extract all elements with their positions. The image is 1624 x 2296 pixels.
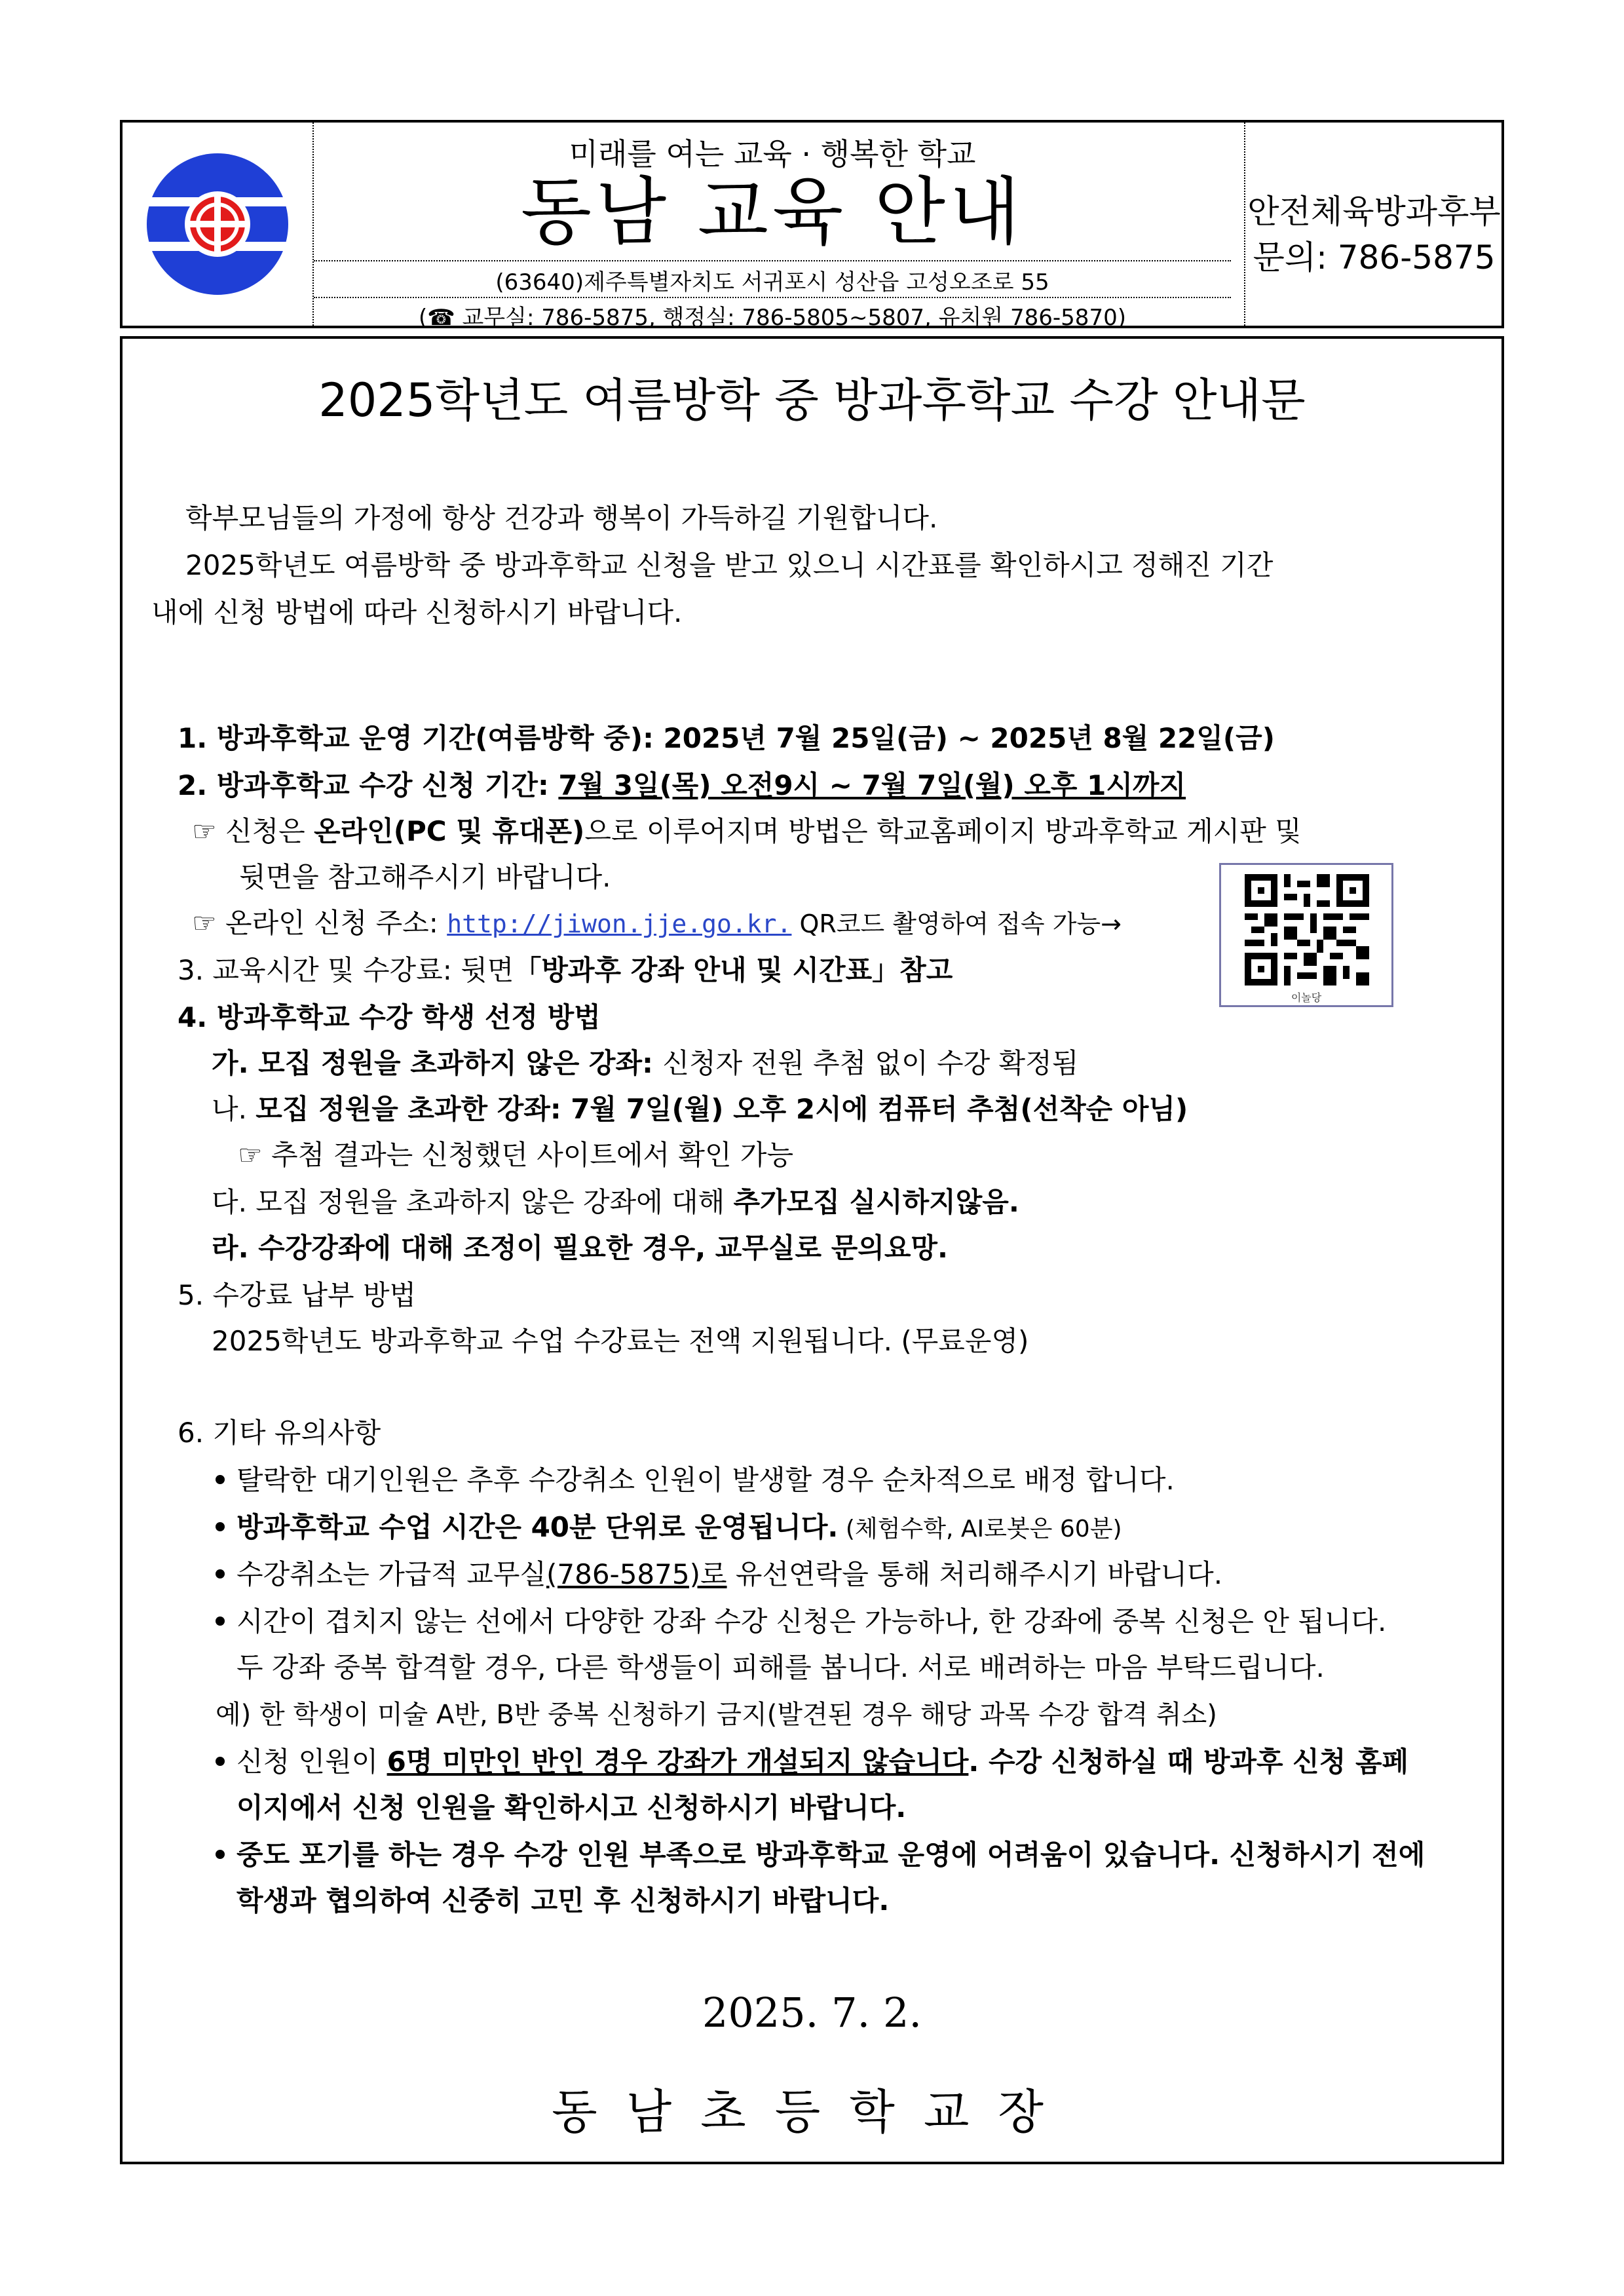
note-bullet-cont: 학생과 협의하여 신중히 고민 후 신청하시기 바랍니다. (236, 1885, 890, 1917)
note-emphasis: . 수강 신청하실 때 방과후 신청 홈페 (968, 1746, 1409, 1778)
bullet-icon (216, 1522, 225, 1531)
school-phones: (☎ 교무실: 786-5875, 행정실: 786-5805~5807, 유치원 786-5870) (419, 305, 1126, 331)
selection-a (212, 1044, 1078, 1083)
school-emblem-icon (142, 149, 293, 299)
note-bullet (216, 1508, 1122, 1549)
item-application-period (178, 766, 1186, 805)
bullet-icon (216, 1617, 225, 1626)
item-label: 2. 방과후학교 수강 신청 기간: (178, 769, 559, 801)
letterhead (120, 120, 1504, 331)
notice-date: 2025. 7. 2. (702, 1989, 922, 2037)
letterhead-center (314, 123, 1231, 331)
item-selection-method: 4. 방과후학교 수강 학생 선정 방법 (178, 1001, 601, 1033)
note-text: ☞ 신청은 (192, 815, 314, 847)
item-operation-period: 1. 방과후학교 운영 기간(여름방학 중): 2025년 7월 25일(금) ~ 2025년 8월 22일(금) (178, 722, 1275, 754)
item-text: 다. 모집 정원을 초과하지 않은 강좌에 대해 (212, 1186, 734, 1218)
divider (314, 260, 1231, 261)
note-text: 수강취소는 가급적 교무실 (236, 1558, 546, 1590)
principal-signature: 동남초등학교장 (552, 2084, 1072, 2139)
item-label: 나. (212, 1093, 256, 1125)
item-fee-schedule (178, 951, 953, 990)
note-emphasis: (786-5875)로 (546, 1558, 727, 1590)
department-cell (1244, 123, 1503, 326)
qr-code-icon (1245, 874, 1369, 985)
item-text: 신청자 전원 추첨 없이 수강 확정됨 (662, 1047, 1079, 1079)
letterhead-title: 동남 교육 안내 (520, 170, 1025, 255)
inquiry-phone: 문의: 786-5875 (1253, 239, 1496, 277)
note-example: 예) 한 학생이 미술 A반, B반 중복 신청하기 금지(발견된 경우 해당 과목 수강 합격 취소) (216, 1700, 1217, 1730)
note-bullet (216, 1742, 1408, 1782)
department-name: 안전체육방과후부 (1247, 193, 1501, 231)
payment-text: 2025학년도 방과후학교 수업 수강료는 전액 지원됩니다. (무료운영) (212, 1325, 1029, 1357)
selection-c (212, 1183, 1019, 1222)
note-text: 으로 이루어지며 방법은 학교홈페이지 방과후학교 게시판 및 (584, 815, 1302, 847)
note-online (192, 812, 1302, 851)
note-text: (체험수학, AI로봇은 60분) (838, 1516, 1122, 1542)
note-text: QR코드 촬영하여 접속 가능→ (791, 909, 1122, 938)
note-text: 유선연락을 통해 처리해주시기 바랍니다. (727, 1558, 1223, 1590)
note-bullet-cont: 이지에서 신청 인원을 확인하시고 신청하시기 바랍니다. (236, 1791, 907, 1824)
intro-line: 내에 신청 방법에 따라 신청하시기 바랍니다. (151, 596, 683, 628)
note-text: 시간이 겹치지 않는 선에서 다양한 강좌 수강 신청은 가능하나, 한 강좌에 중복 신청은 안 됩니다. (236, 1605, 1387, 1637)
notice-title: 2025학년도 여름방학 중 방과후학교 수강 안내문 (318, 373, 1306, 427)
note-emphasis: 6명 미만인 반인 경우 강좌가 개설되지 않습니다 (387, 1746, 969, 1778)
selection-b-note: ☞ 추첨 결과는 신청했던 사이트에서 확인 가능 (238, 1139, 794, 1171)
item-emphasis: 모집 정원을 초과한 강좌: 7월 7일(월) 오후 2시에 컴퓨터 추첨(선착순 아님) (255, 1093, 1188, 1125)
note-text: 신청 인원이 (236, 1746, 387, 1778)
qr-code (1219, 863, 1393, 1007)
item-emphasis: 가. 모집 정원을 초과하지 않은 강좌: (212, 1047, 663, 1079)
note-text: 탈락한 대기인원은 추후 수강취소 인원이 발생할 경우 순차적으로 배정 합니다. (236, 1464, 1175, 1496)
notice-body (120, 336, 1504, 2164)
item-notes: 6. 기타 유의사항 (178, 1417, 381, 1449)
school-slogan: 미래를 여는 교육 · 행복한 학교 (569, 136, 976, 172)
selection-d: 라. 수강강좌에 대해 조정이 필요한 경우, 교무실로 문의요망. (212, 1232, 948, 1264)
note-emphasis: 방과후학교 수업 시간은 40분 단위로 운영됩니다. (236, 1511, 839, 1543)
note-online-address (192, 904, 1122, 944)
qr-caption: 이놀당 (1291, 991, 1322, 1004)
note-text: 중도 포기를 하는 경우 수강 인원 부족으로 방과후학교 운영에 어려움이 있습니다. 신청하시기 전에 (236, 1839, 1426, 1871)
note-online-cont: 뒷면을 참고해주시기 바랍니다. (239, 861, 611, 893)
bullet-icon (216, 1475, 225, 1484)
item-label: 3. 교육시간 및 수강료: 뒷면 (178, 954, 514, 986)
note-bullet (216, 1461, 1175, 1500)
school-address: (63640)제주특별자치도 서귀포시 성산읍 고성오조로 55 (495, 269, 1049, 296)
note-bullet (216, 1602, 1386, 1641)
intro-line: 2025학년도 여름방학 중 방과후학교 신청을 받고 있으니 시간표를 확인하시고 정해진 기간 (185, 549, 1274, 581)
note-bullet-cont: 두 강좌 중복 합격할 경우, 다른 학생들이 피해를 봅니다. 서로 배려하는 마음 부탁드립니다. (236, 1651, 1325, 1683)
item-payment: 5. 수강료 납부 방법 (178, 1279, 417, 1311)
note-text: ☞ 온라인 신청 주소: (192, 907, 447, 939)
note-bullet (216, 1555, 1222, 1594)
application-url-link[interactable]: http://jiwon.jje.go.kr. (447, 909, 792, 938)
note-bullet (216, 1835, 1425, 1875)
logo-cell (123, 123, 314, 326)
item-emphasis: 추가모집 실시하지않음. (733, 1186, 1019, 1218)
divider (314, 297, 1231, 298)
selection-b (212, 1090, 1188, 1129)
bullet-icon (216, 1757, 225, 1766)
bullet-icon (216, 1850, 225, 1859)
item-emphasis: 「방과후 강좌 안내 및 시간표」참고 (514, 954, 953, 986)
note-emphasis: 온라인(PC 및 휴대폰) (314, 815, 585, 847)
bullet-icon (216, 1569, 225, 1578)
application-period: 7월 3일(목) 오전9시 ~ 7월 7일(월) 오후 1시까지 (558, 769, 1186, 801)
intro-line: 학부모님들의 가정에 항상 건강과 행복이 가득하길 기원합니다. (185, 502, 938, 534)
